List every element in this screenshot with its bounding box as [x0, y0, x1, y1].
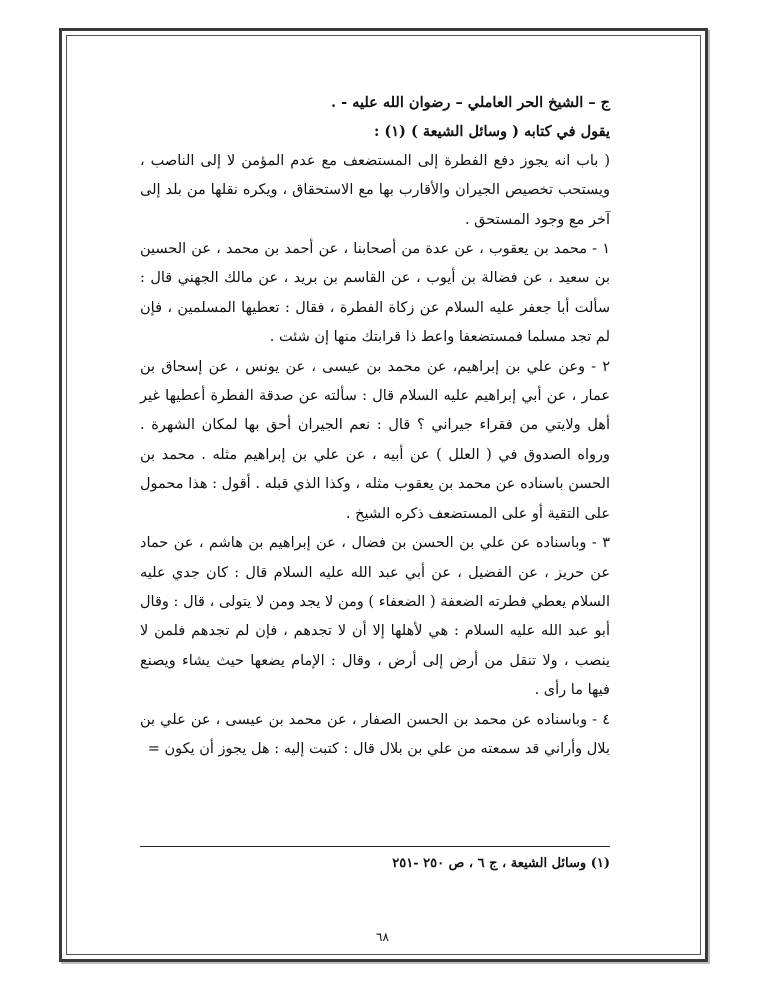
chapter-title-paragraph: ( باب انه يجوز دفع الفطرة إلى المستضعف مع عدم المؤمن لا إلى الناصب ، ويستحب تخصيص الجيران والأقارب بها مع الاستحقاق ، ويكره نقلها من بلد إلى آخر مع وجود المستحق .	[140, 152, 610, 228]
footnote: (١) وسائل الشيعة ، ج ٦ ، ص ٢٥٠ -٢٥١	[392, 856, 610, 871]
page-body	[140, 88, 610, 764]
narration-3: ٣ - وباسناده عن علي بن الحسن بن فضال ، عن إبراهيم بن هاشم ، عن حماد عن حريز ، عن الفضيل ، عن أبي عبد الله عليه السلام قال : كان جدي عليه السلام يعطي فطرته الضعفة ( الضعفاء ) ومن لا يجد ومن لا يتولى ، قال : وقال أبو عبد الله عليه السلام : هي لأهلها إلا أن لا تجدهم ، فإن لم تجدهم فلمن لا ينصب ، ولا تنقل من أرض إلى أرض ، وقال : الإمام يضعها حيث يشاء ويصنع فيها ما رأى .	[140, 535, 610, 699]
page-number: ٦٨	[376, 930, 389, 944]
narration-1: ١ - محمد بن يعقوب ، عن عدة من أصحابنا ، عن أحمد بن محمد ، عن الحسين بن سعيد ، عن فضالة بن أيوب ، عن القاسم بن بريد ، عن مالك الجهني قال : سألت أبا جعفر عليه السلام عن زكاة الفطرة ، فقال : تعطيها المسلمين ، فإن لم تجد مسلما فمستضعفا واعط ذا قرابتك منها إن شئت .	[140, 241, 610, 346]
footnote-divider	[140, 846, 610, 847]
narration-4: ٤ - وباسناده عن محمد بن الحسن الصفار ، عن محمد بن عيسى ، عن علي بن بلال وأراني قد سمعته من علي بن بلال قال : كتبت إليه : هل يجوز أن يكون =	[140, 711, 610, 757]
section-heading: ج – الشيخ الحر العاملي – رضوان الله عليه - .	[331, 94, 610, 111]
narration-2: ٢ - وعن علي بن إبراهيم، عن محمد بن عيسى ، عن يونس ، عن إسحاق بن عمار ، عن أبي إبراهيم عليه السلام قال : سألته عن صدقة الفطرة أعطيها غير أهل ولايتي من فقراء جيراني ؟ قال : نعم الجيران أحق بها لمكان الشهرة . ورواه الصدوق في ( العلل ) عن أبيه ، عن علي بن إبراهيم مثله . محمد بن الحسن باسناده عن محمد بن يعقوب مثله ، وكذا الذي قبله . أقول : هذا محمول على التقية أو على المستضعف ذكره الشيخ .	[140, 358, 610, 522]
book-intro: يقول في كتابه ( وسائل الشيعة ) (١) :	[373, 123, 610, 141]
